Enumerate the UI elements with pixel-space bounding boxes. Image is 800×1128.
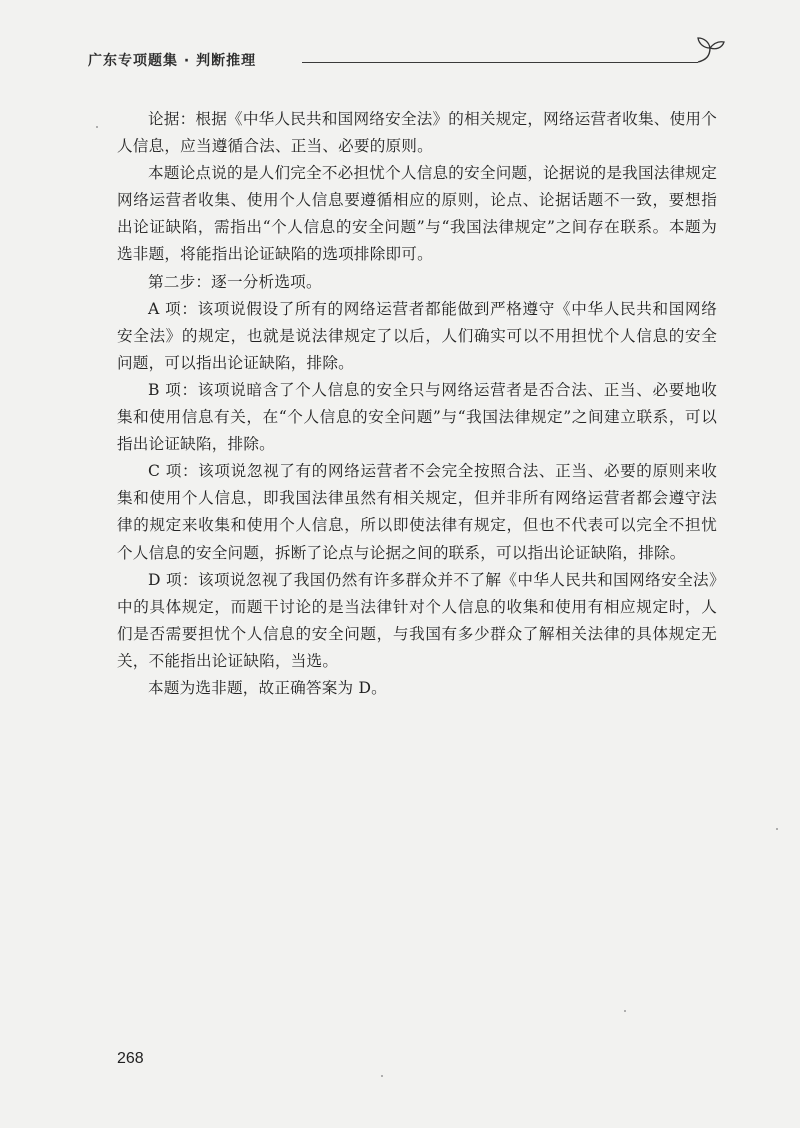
paragraph-option-b: B 项：该项说暗含了个人信息的安全只与网络运营者是否合法、正当、必要地收集和使用信息有关，在“个人信息的安全问题”与“我国法律规定”之间建立联系，可以指出论证缺陷，排除。 [117,380,717,454]
paragraph-option-d: D 项：该项说忽视了我国仍然有许多群众并不了解《中华人民共和国网络安全法》中的具体规定，而题干讨论的是当法律针对个人信息的收集和使用有相应规定时，人们是否需要担忧个人信息的安全问题，与我国有多少群众了解相关法律的具体规定无关，不能指出论证缺陷，当选。 [117,570,717,670]
paragraph-option-a: A 项：该项说假设了所有的网络运营者都能做到严格遵守《中华人民共和国网络安全法》的规定，也就是说法律规定了以后，人们确实可以不用担忧个人信息的安全问题，可以指出论证缺陷，排除。 [117,299,717,372]
scan-speck [776,828,778,830]
header-rule [302,62,698,63]
scan-speck [624,1010,626,1012]
paragraph-step-two: 第二步：逐一分析选项。 [148,272,322,291]
header-title: 广东专项题集 · 判断推理 [88,53,257,69]
running-header [88,48,728,76]
paragraph-argument: 论据：根据《中华人民共和国网络安全法》的相关规定，网络运营者收集、使用个人信息，应当遵循合法、正当、必要的原则。 [117,110,717,156]
sprout-icon [692,30,728,66]
paragraph-analysis: 本题论点说的是人们完全不必担忧个人信息的安全问题，论据说的是我国法律规定网络运营者收集、使用个人信息要遵循相应的原则，论点、论据话题不一致，要想指出论证缺陷，需指出“个人信息的安全问题”与“我国法律规定”之间存在联系。本题为选非题，将能指出论证缺陷的选项排除即可。 [117,164,717,264]
scan-speck [96,126,98,128]
body-text [117,106,717,702]
page-number: 268 [117,1050,144,1067]
scan-speck [381,1075,383,1077]
paragraph-answer: 本题为选非题，故正确答案为 D。 [148,678,387,697]
paragraph-option-c: C 项：该项说忽视了有的网络运营者不会完全按照合法、正当、必要的原则来收集和使用个人信息，即我国法律虽然有相关规定，但并非所有网络运营者都会遵守法律的规定来收集和使用个人信息，所以即使法律有规定，但也不代表可以完全不担忧个人信息的安全问题，拆断了论点与论据之间的联系，可以指出论证缺陷，排除。 [117,462,717,562]
